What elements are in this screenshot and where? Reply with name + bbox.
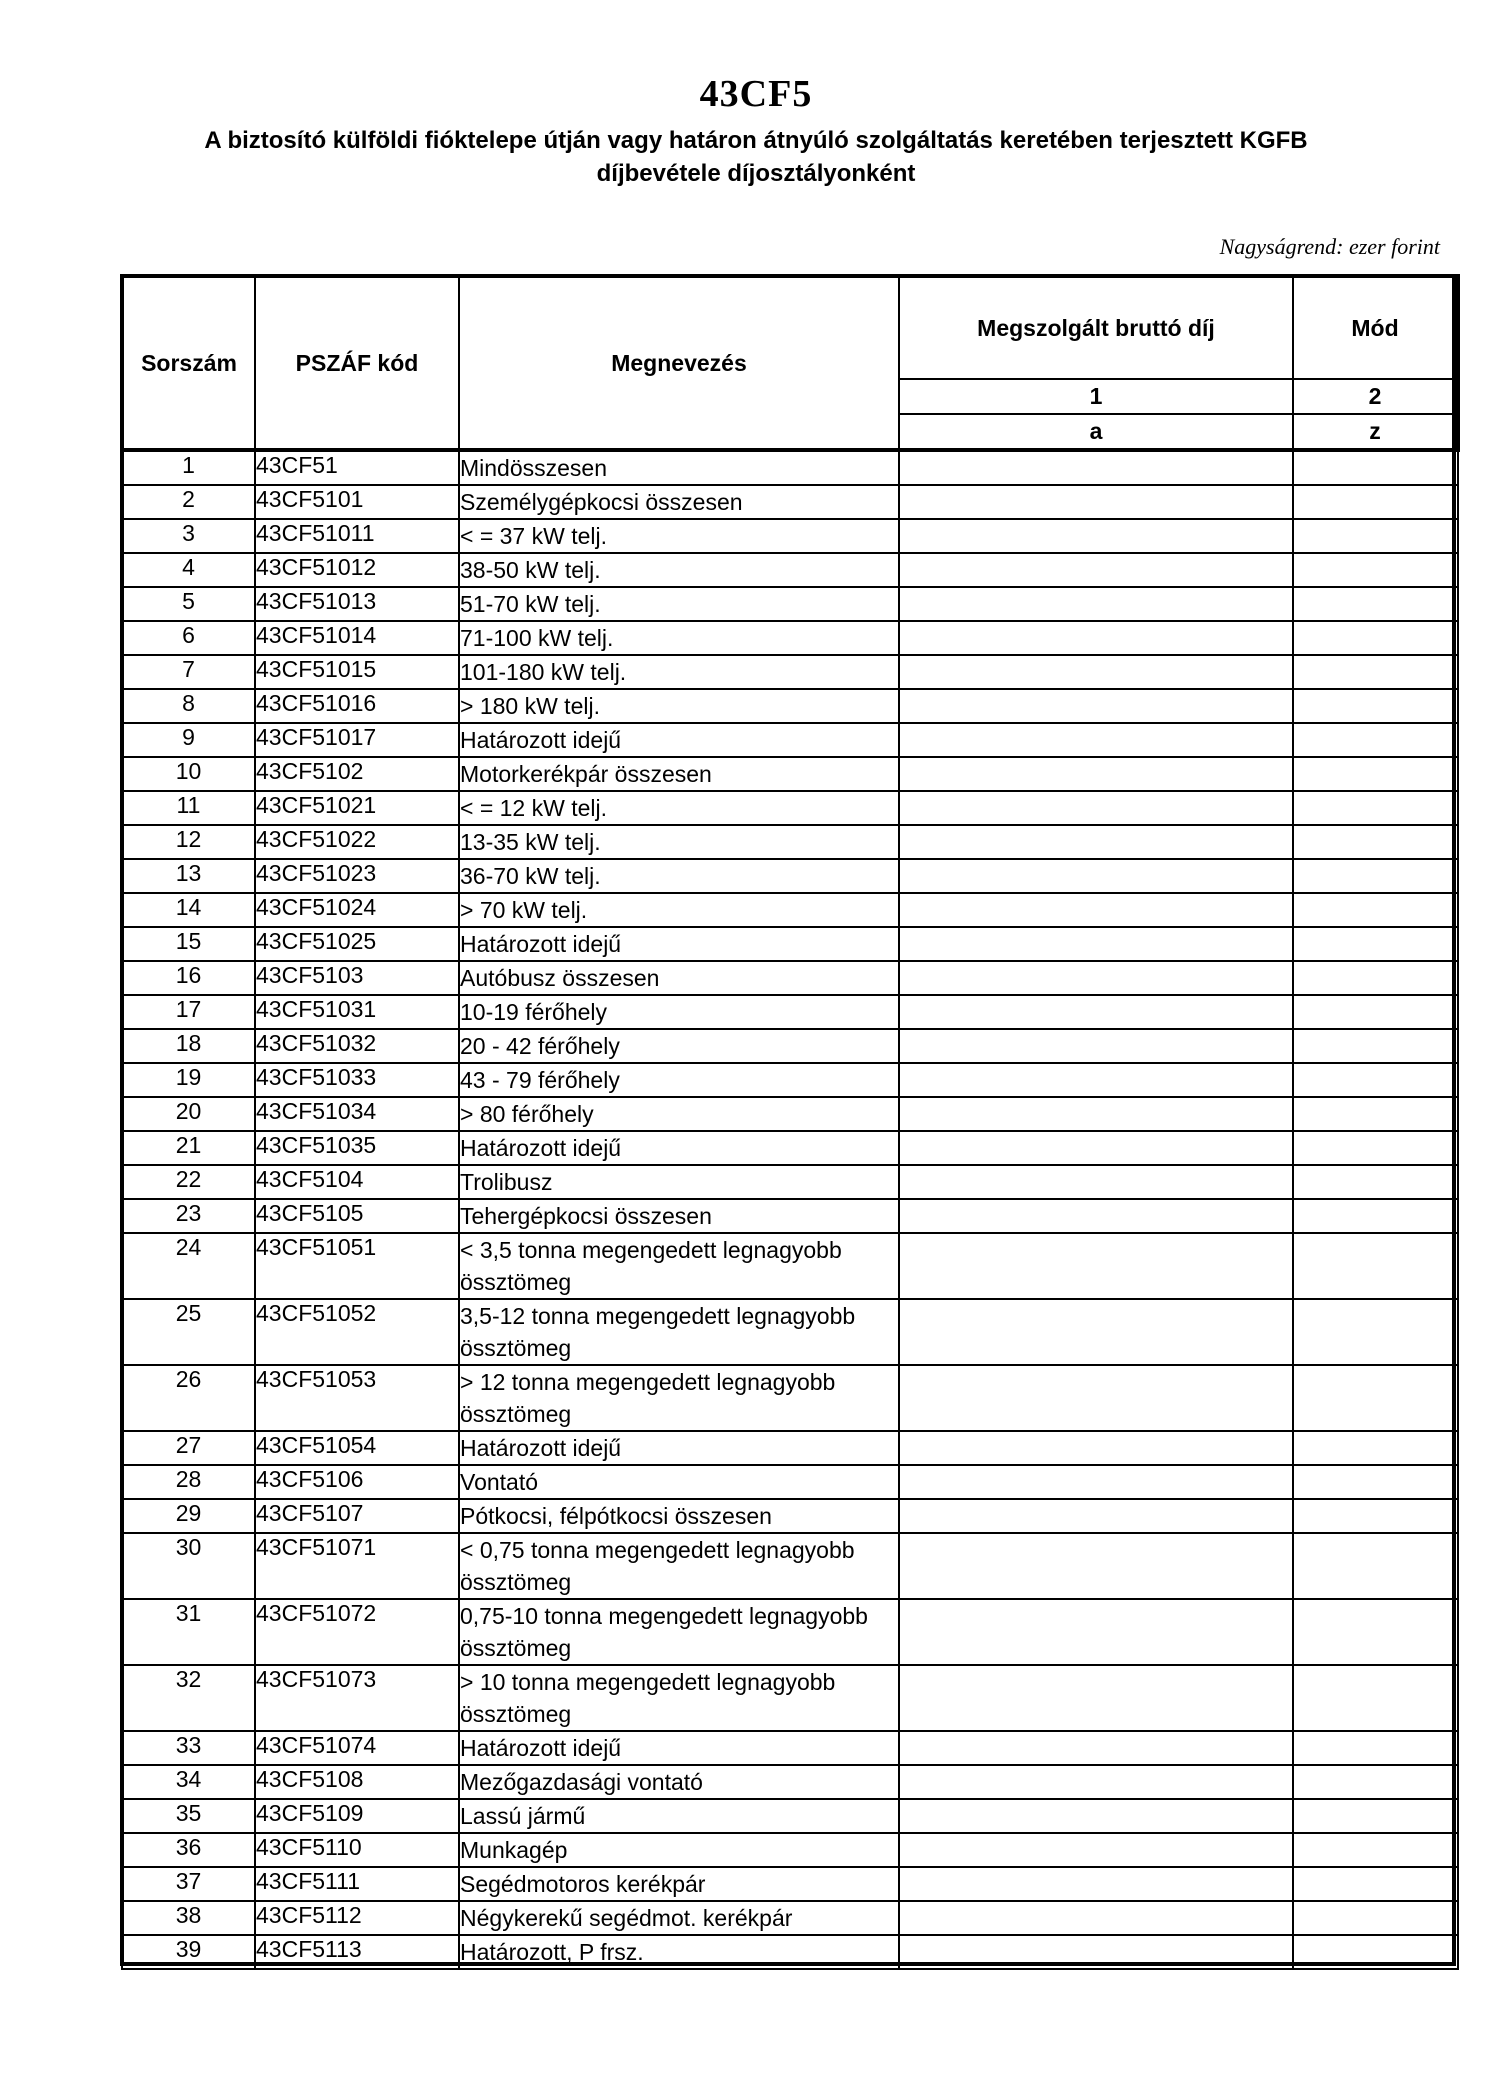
row-premium-value-input[interactable]	[899, 621, 1293, 655]
row-name: Mezőgazdasági vontató	[459, 1765, 899, 1799]
table-row	[122, 1499, 1458, 1533]
row-premium-value-input[interactable]	[899, 1199, 1293, 1233]
table-row	[122, 1063, 1458, 1097]
row-name: 71-100 kW telj.	[459, 621, 899, 655]
row-mode-value-input[interactable]	[1293, 1063, 1458, 1097]
row-mode-value-input[interactable]	[1293, 1233, 1458, 1299]
row-number: 28	[122, 1465, 255, 1499]
row-premium-value-input[interactable]	[899, 1165, 1293, 1199]
header-col2-letter: z	[1293, 414, 1458, 450]
table-row	[122, 791, 1458, 825]
row-number: 39	[122, 1935, 255, 1969]
row-number: 7	[122, 655, 255, 689]
table-row	[122, 723, 1458, 757]
header-col1-number: 1	[899, 379, 1293, 414]
row-number: 4	[122, 553, 255, 587]
row-premium-value-input[interactable]	[899, 450, 1293, 485]
table-row	[122, 519, 1458, 553]
row-mode-value-input[interactable]	[1293, 1665, 1458, 1731]
row-name: 101-180 kW telj.	[459, 655, 899, 689]
row-name: Munkagép	[459, 1833, 899, 1867]
row-premium-value-input[interactable]	[899, 1097, 1293, 1131]
row-number: 16	[122, 961, 255, 995]
row-premium-value-input[interactable]	[899, 655, 1293, 689]
row-number: 2	[122, 485, 255, 519]
row-name: Pótkocsi, félpótkocsi összesen	[459, 1499, 899, 1533]
row-mode-value-input[interactable]	[1293, 1867, 1458, 1901]
row-premium-value-input[interactable]	[899, 485, 1293, 519]
row-pszaf-code: 43CF5108	[255, 1765, 459, 1799]
row-pszaf-code: 43CF5112	[255, 1901, 459, 1935]
row-name: Személygépkocsi összesen	[459, 485, 899, 519]
row-number: 35	[122, 1799, 255, 1833]
row-name: 0,75-10 tonna megengedett legnagyobb össztömeg	[459, 1599, 899, 1665]
row-name: > 12 tonna megengedett legnagyobb össztömeg	[459, 1365, 899, 1431]
row-pszaf-code: 43CF51031	[255, 995, 459, 1029]
row-name: 3,5-12 tonna megengedett legnagyobb össztömeg	[459, 1299, 899, 1365]
row-number: 13	[122, 859, 255, 893]
table-row	[122, 587, 1458, 621]
row-mode-value-input[interactable]	[1293, 450, 1458, 485]
row-mode-value-input[interactable]	[1293, 689, 1458, 723]
row-number: 31	[122, 1599, 255, 1665]
row-number: 26	[122, 1365, 255, 1431]
row-name: 36-70 kW telj.	[459, 859, 899, 893]
table-row	[122, 1097, 1458, 1131]
row-premium-value-input[interactable]	[899, 1765, 1293, 1799]
table-row	[122, 1935, 1458, 1969]
row-number: 10	[122, 757, 255, 791]
table-row	[122, 1299, 1458, 1365]
table-row	[122, 927, 1458, 961]
row-premium-value-input[interactable]	[899, 1299, 1293, 1365]
table-row	[122, 1165, 1458, 1199]
subtitle-line-2: díjbevétele díjosztályonként	[596, 160, 916, 187]
row-mode-value-input[interactable]	[1293, 1499, 1458, 1533]
row-mode-value-input[interactable]	[1293, 1165, 1458, 1199]
row-mode-value-input[interactable]	[1293, 1097, 1458, 1131]
table-row	[122, 553, 1458, 587]
table-row	[122, 1465, 1458, 1499]
row-number: 23	[122, 1199, 255, 1233]
row-pszaf-code: 43CF51021	[255, 791, 459, 825]
row-pszaf-code: 43CF51035	[255, 1131, 459, 1165]
row-mode-value-input[interactable]	[1293, 1935, 1458, 1969]
row-name: > 180 kW telj.	[459, 689, 899, 723]
row-name: 20 - 42 férőhely	[459, 1029, 899, 1063]
row-mode-value-input[interactable]	[1293, 1199, 1458, 1233]
row-pszaf-code: 43CF51052	[255, 1299, 459, 1365]
row-pszaf-code: 43CF5107	[255, 1499, 459, 1533]
row-number: 32	[122, 1665, 255, 1731]
row-number: 15	[122, 927, 255, 961]
row-number: 8	[122, 689, 255, 723]
row-mode-value-input[interactable]	[1293, 1431, 1458, 1465]
table-row	[122, 1431, 1458, 1465]
row-number: 5	[122, 587, 255, 621]
table-row	[122, 1799, 1458, 1833]
row-pszaf-code: 43CF51022	[255, 825, 459, 859]
row-premium-value-input[interactable]	[899, 553, 1293, 587]
row-pszaf-code: 43CF5106	[255, 1465, 459, 1499]
row-premium-value-input[interactable]	[899, 1131, 1293, 1165]
row-premium-value-input[interactable]	[899, 1731, 1293, 1765]
row-mode-value-input[interactable]	[1293, 927, 1458, 961]
table-header	[122, 276, 1458, 450]
row-pszaf-code: 43CF51033	[255, 1063, 459, 1097]
row-mode-value-input[interactable]	[1293, 995, 1458, 1029]
table-row	[122, 893, 1458, 927]
row-number: 29	[122, 1499, 255, 1533]
row-mode-value-input[interactable]	[1293, 1131, 1458, 1165]
row-name: Határozott idejű	[459, 1431, 899, 1465]
row-number: 20	[122, 1097, 255, 1131]
row-premium-value-input[interactable]	[899, 1233, 1293, 1299]
row-mode-value-input[interactable]	[1293, 519, 1458, 553]
row-name: Segédmotoros kerékpár	[459, 1867, 899, 1901]
row-mode-value-input[interactable]	[1293, 859, 1458, 893]
row-name: < = 37 kW telj.	[459, 519, 899, 553]
row-pszaf-code: 43CF5103	[255, 961, 459, 995]
row-name: Határozott idejű	[459, 1731, 899, 1765]
table-row	[122, 655, 1458, 689]
row-mode-value-input[interactable]	[1293, 1765, 1458, 1799]
row-name: Vontató	[459, 1465, 899, 1499]
row-name: Tehergépkocsi összesen	[459, 1199, 899, 1233]
table-row	[122, 1199, 1458, 1233]
row-number: 25	[122, 1299, 255, 1365]
row-premium-value-input[interactable]	[899, 961, 1293, 995]
row-pszaf-code: 43CF51025	[255, 927, 459, 961]
table-row	[122, 1131, 1458, 1165]
row-number: 3	[122, 519, 255, 553]
row-pszaf-code: 43CF5105	[255, 1199, 459, 1233]
row-pszaf-code: 43CF5101	[255, 485, 459, 519]
row-mode-value-input[interactable]	[1293, 655, 1458, 689]
row-number: 24	[122, 1233, 255, 1299]
row-number: 9	[122, 723, 255, 757]
row-pszaf-code: 43CF51032	[255, 1029, 459, 1063]
row-premium-value-input[interactable]	[899, 587, 1293, 621]
row-pszaf-code: 43CF5110	[255, 1833, 459, 1867]
row-premium-value-input[interactable]	[899, 689, 1293, 723]
row-name: 38-50 kW telj.	[459, 553, 899, 587]
row-number: 36	[122, 1833, 255, 1867]
row-premium-value-input[interactable]	[899, 1799, 1293, 1833]
row-mode-value-input[interactable]	[1293, 825, 1458, 859]
row-pszaf-code: 43CF5111	[255, 1867, 459, 1901]
header-col2-number: 2	[1293, 379, 1458, 414]
row-name: Motorkerékpár összesen	[459, 757, 899, 791]
row-number: 22	[122, 1165, 255, 1199]
row-name: 51-70 kW telj.	[459, 587, 899, 621]
row-mode-value-input[interactable]	[1293, 485, 1458, 519]
row-number: 12	[122, 825, 255, 859]
row-mode-value-input[interactable]	[1293, 1465, 1458, 1499]
row-name: > 70 kW telj.	[459, 893, 899, 927]
table-row	[122, 485, 1458, 519]
row-pszaf-code: 43CF51016	[255, 689, 459, 723]
table-row	[122, 689, 1458, 723]
row-pszaf-code: 43CF51071	[255, 1533, 459, 1599]
row-mode-value-input[interactable]	[1293, 1299, 1458, 1365]
row-premium-value-input[interactable]	[899, 859, 1293, 893]
row-number: 6	[122, 621, 255, 655]
premium-table	[120, 274, 1460, 1970]
row-pszaf-code: 43CF51024	[255, 893, 459, 927]
unit-note: Nagyságrend: ezer forint	[1219, 234, 1440, 259]
row-name: Lassú jármű	[459, 1799, 899, 1833]
table-row	[122, 1765, 1458, 1799]
row-premium-value-input[interactable]	[899, 825, 1293, 859]
row-premium-value-input[interactable]	[899, 927, 1293, 961]
row-mode-value-input[interactable]	[1293, 1365, 1458, 1431]
row-name: Négykerekű segédmot. kerékpár	[459, 1901, 899, 1935]
row-premium-value-input[interactable]	[899, 1465, 1293, 1499]
row-premium-value-input[interactable]	[899, 1901, 1293, 1935]
table-row	[122, 859, 1458, 893]
row-number: 34	[122, 1765, 255, 1799]
row-pszaf-code: 43CF5104	[255, 1165, 459, 1199]
row-mode-value-input[interactable]	[1293, 553, 1458, 587]
row-number: 19	[122, 1063, 255, 1097]
header-mod: Mód	[1293, 276, 1458, 379]
header-megszolgalt-brutto-dij: Megszolgált bruttó díj	[899, 276, 1293, 379]
row-name: Autóbusz összesen	[459, 961, 899, 995]
row-premium-value-input[interactable]	[899, 723, 1293, 757]
header-pszaf-kod: PSZÁF kód	[255, 276, 459, 450]
header-sorszam: Sorszám	[122, 276, 255, 450]
row-number: 17	[122, 995, 255, 1029]
table-row	[122, 621, 1458, 655]
row-name: 10-19 férőhely	[459, 995, 899, 1029]
row-mode-value-input[interactable]	[1293, 1731, 1458, 1765]
row-mode-value-input[interactable]	[1293, 1029, 1458, 1063]
row-premium-value-input[interactable]	[899, 1935, 1293, 1969]
table-row	[122, 1867, 1458, 1901]
row-pszaf-code: 43CF51012	[255, 553, 459, 587]
row-number: 1	[122, 450, 255, 485]
row-pszaf-code: 43CF51054	[255, 1431, 459, 1465]
table-row	[122, 757, 1458, 791]
row-mode-value-input[interactable]	[1293, 587, 1458, 621]
table-row	[122, 1029, 1458, 1063]
row-number: 27	[122, 1431, 255, 1465]
row-number: 30	[122, 1533, 255, 1599]
row-pszaf-code: 43CF51015	[255, 655, 459, 689]
row-number: 38	[122, 1901, 255, 1935]
row-number: 18	[122, 1029, 255, 1063]
row-name: Mindösszesen	[459, 450, 899, 485]
row-pszaf-code: 43CF51	[255, 450, 459, 485]
subtitle-line-1: A biztosító külföldi fióktelepe útján vagy határon átnyúló szolgáltatás keretében terjesztett KGFB	[204, 127, 1308, 154]
header-col1-letter: a	[899, 414, 1293, 450]
table-body	[122, 450, 1458, 1969]
row-pszaf-code: 43CF51034	[255, 1097, 459, 1131]
row-premium-value-input[interactable]	[899, 1365, 1293, 1431]
form-code-title: 43CF5	[699, 73, 813, 115]
row-premium-value-input[interactable]	[899, 1029, 1293, 1063]
row-name: > 80 férőhely	[459, 1097, 899, 1131]
row-name: > 10 tonna megengedett legnagyobb össztömeg	[459, 1665, 899, 1731]
row-pszaf-code: 43CF5113	[255, 1935, 459, 1969]
row-pszaf-code: 43CF51051	[255, 1233, 459, 1299]
row-mode-value-input[interactable]	[1293, 1901, 1458, 1935]
table-row	[122, 1365, 1458, 1431]
row-premium-value-input[interactable]	[899, 1833, 1293, 1867]
table-row	[122, 1731, 1458, 1765]
row-pszaf-code: 43CF51017	[255, 723, 459, 757]
row-name: Határozott idejű	[459, 1131, 899, 1165]
row-premium-value-input[interactable]	[899, 893, 1293, 927]
row-name: 43 - 79 férőhely	[459, 1063, 899, 1097]
row-premium-value-input[interactable]	[899, 1431, 1293, 1465]
row-pszaf-code: 43CF51014	[255, 621, 459, 655]
header-megnevezes: Megnevezés	[459, 276, 899, 450]
table-row	[122, 1901, 1458, 1935]
row-premium-value-input[interactable]	[899, 1499, 1293, 1533]
table-row	[122, 1665, 1458, 1731]
row-pszaf-code: 43CF51053	[255, 1365, 459, 1431]
row-mode-value-input[interactable]	[1293, 1599, 1458, 1665]
row-name: < = 12 kW telj.	[459, 791, 899, 825]
row-number: 33	[122, 1731, 255, 1765]
row-mode-value-input[interactable]	[1293, 1833, 1458, 1867]
row-mode-value-input[interactable]	[1293, 893, 1458, 927]
row-name: Trolibusz	[459, 1165, 899, 1199]
row-premium-value-input[interactable]	[899, 1533, 1293, 1599]
row-name: Határozott idejű	[459, 723, 899, 757]
table-row	[122, 961, 1458, 995]
row-mode-value-input[interactable]	[1293, 1799, 1458, 1833]
row-pszaf-code: 43CF51072	[255, 1599, 459, 1665]
table-row	[122, 450, 1458, 485]
row-mode-value-input[interactable]	[1293, 757, 1458, 791]
table-row	[122, 995, 1458, 1029]
form-subtitle	[0, 124, 1512, 190]
row-name: 13-35 kW telj.	[459, 825, 899, 859]
row-mode-value-input[interactable]	[1293, 961, 1458, 995]
row-name: Határozott idejű	[459, 927, 899, 961]
row-mode-value-input[interactable]	[1293, 1533, 1458, 1599]
row-pszaf-code: 43CF51074	[255, 1731, 459, 1765]
row-pszaf-code: 43CF51073	[255, 1665, 459, 1731]
row-name: < 3,5 tonna megengedett legnagyobb össztömeg	[459, 1233, 899, 1299]
row-premium-value-input[interactable]	[899, 757, 1293, 791]
row-pszaf-code: 43CF51023	[255, 859, 459, 893]
row-mode-value-input[interactable]	[1293, 791, 1458, 825]
table-row	[122, 1233, 1458, 1299]
row-premium-value-input[interactable]	[899, 995, 1293, 1029]
row-premium-value-input[interactable]	[899, 1599, 1293, 1665]
row-mode-value-input[interactable]	[1293, 621, 1458, 655]
table-row	[122, 1599, 1458, 1665]
row-mode-value-input[interactable]	[1293, 723, 1458, 757]
row-name: < 0,75 tonna megengedett legnagyobb össztömeg	[459, 1533, 899, 1599]
row-premium-value-input[interactable]	[899, 519, 1293, 553]
row-premium-value-input[interactable]	[899, 1665, 1293, 1731]
row-name: Határozott, P frsz.	[459, 1935, 899, 1969]
row-pszaf-code: 43CF51013	[255, 587, 459, 621]
row-number: 11	[122, 791, 255, 825]
table-row	[122, 1833, 1458, 1867]
row-number: 21	[122, 1131, 255, 1165]
row-premium-value-input[interactable]	[899, 791, 1293, 825]
row-number: 14	[122, 893, 255, 927]
row-premium-value-input[interactable]	[899, 1867, 1293, 1901]
row-pszaf-code: 43CF51011	[255, 519, 459, 553]
row-pszaf-code: 43CF5109	[255, 1799, 459, 1833]
table-row	[122, 825, 1458, 859]
row-pszaf-code: 43CF5102	[255, 757, 459, 791]
table-row	[122, 1533, 1458, 1599]
row-premium-value-input[interactable]	[899, 1063, 1293, 1097]
row-number: 37	[122, 1867, 255, 1901]
